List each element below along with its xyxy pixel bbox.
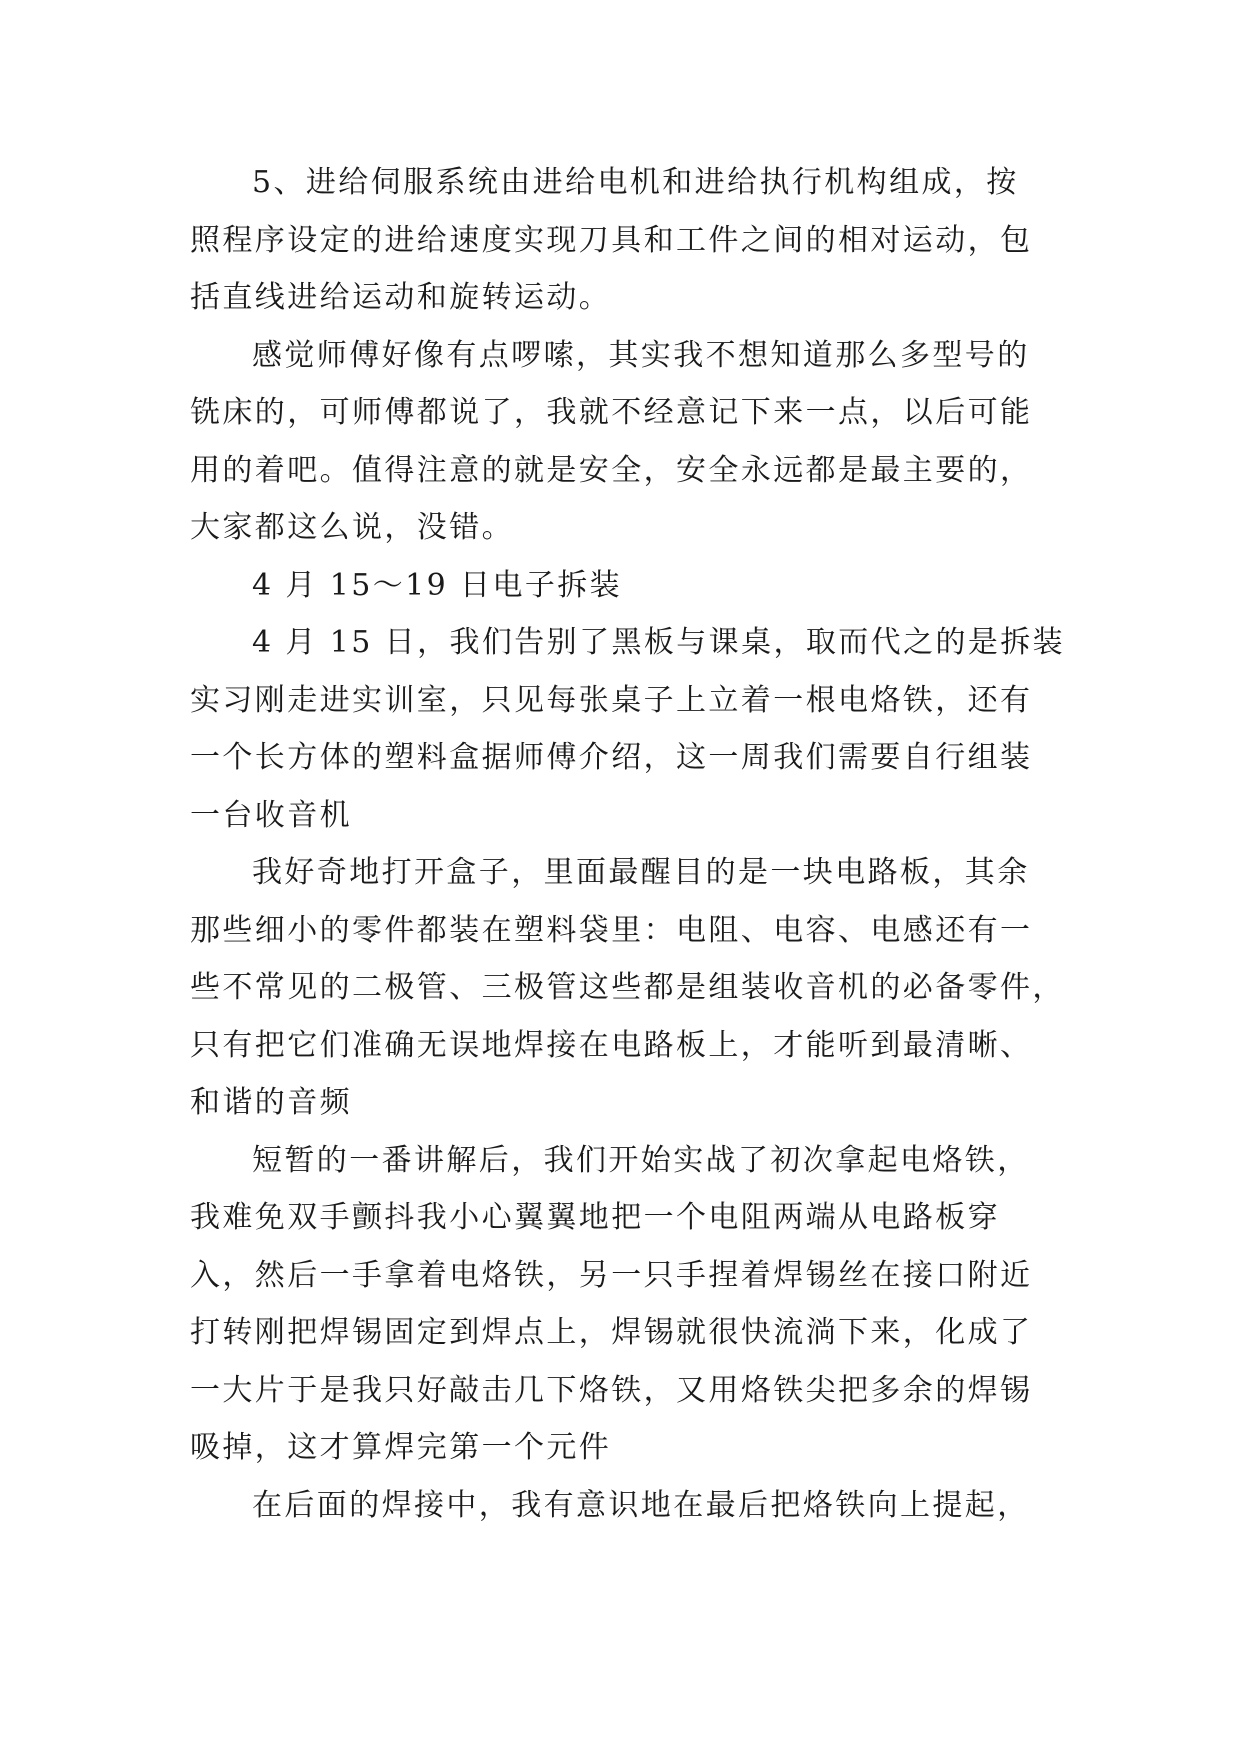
- paragraph-feed-servo: [190, 154, 1090, 327]
- text-line: 铣床的，可师傅都说了，我就不经意记下来一点，以后可能: [190, 395, 1033, 430]
- text-line: 4 月 15 日，我们告别了黑板与课桌，取而代之的是拆装: [252, 625, 1066, 660]
- text-line: 5、进给伺服系统由进给电机和进给执行机构组成，按: [252, 165, 1019, 200]
- text-line: 照程序设定的进给速度实现刀具和工件之间的相对运动，包: [190, 222, 1033, 258]
- text-line: 和谐的音频: [190, 1085, 352, 1120]
- text-line: 我难免双手颤抖我小心翼翼地把一个电阻两端从电路板穿: [190, 1200, 1000, 1235]
- text-line: 那些细小的零件都装在塑料袋里：电阻、电容、电感还有一: [190, 912, 1033, 948]
- text-line: 入，然后一手拿着电烙铁，另一只手捏着焊锡丝在接口附近: [190, 1257, 1033, 1293]
- text-line: 短暂的一番讲解后，我们开始实战了初次拿起电烙铁，: [252, 1142, 1030, 1178]
- text-line: 我好奇地打开盒子，里面最醒目的是一块电路板，其余: [252, 855, 1030, 890]
- text-line: 括直线进给运动和旋转运动。: [190, 280, 612, 315]
- text-line: 些不常见的二极管、三极管这些都是组装收音机的必备零件，: [190, 970, 1065, 1005]
- paragraph-later-soldering: [190, 1477, 1090, 1535]
- paragraph-first-soldering: [190, 1132, 1090, 1477]
- text-line: 吸掉，这才算焊完第一个元件: [190, 1430, 612, 1465]
- document-body: [190, 154, 1090, 1534]
- text-line: 在后面的焊接中，我有意识地在最后把烙铁向上提起，: [252, 1487, 1030, 1523]
- text-line: 实习刚走进实训室，只见每张桌子上立着一根电烙铁，还有: [190, 682, 1033, 718]
- paragraph-reflection-safety: [190, 327, 1090, 557]
- paragraph-opening-box: [190, 844, 1090, 1132]
- text-line: 用的着吧。值得注意的就是安全，安全永远都是最主要的，: [190, 452, 1033, 488]
- paragraph-april-15: [190, 614, 1090, 844]
- section-heading-text: 4 月 15～19 日电子拆装: [252, 567, 623, 603]
- text-line: 只有把它们准确无误地焊接在电路板上，才能听到最清晰、: [190, 1027, 1033, 1063]
- text-line: 感觉师傅好像有点啰嗦，其实我不想知道那么多型号的: [252, 337, 1030, 373]
- text-line: 大家都这么说，没错。: [190, 510, 514, 545]
- text-line: 打转刚把焊锡固定到焊点上，焊锡就很快流淌下来，化成了: [190, 1315, 1033, 1350]
- section-heading-electronics: [190, 557, 1090, 615]
- text-line: 一个长方体的塑料盒据师傅介绍，这一周我们需要自行组装: [190, 740, 1033, 775]
- text-line: 一大片于是我只好敲击几下烙铁，又用烙铁尖把多余的焊锡: [190, 1372, 1033, 1408]
- text-line: 一台收音机: [190, 797, 352, 833]
